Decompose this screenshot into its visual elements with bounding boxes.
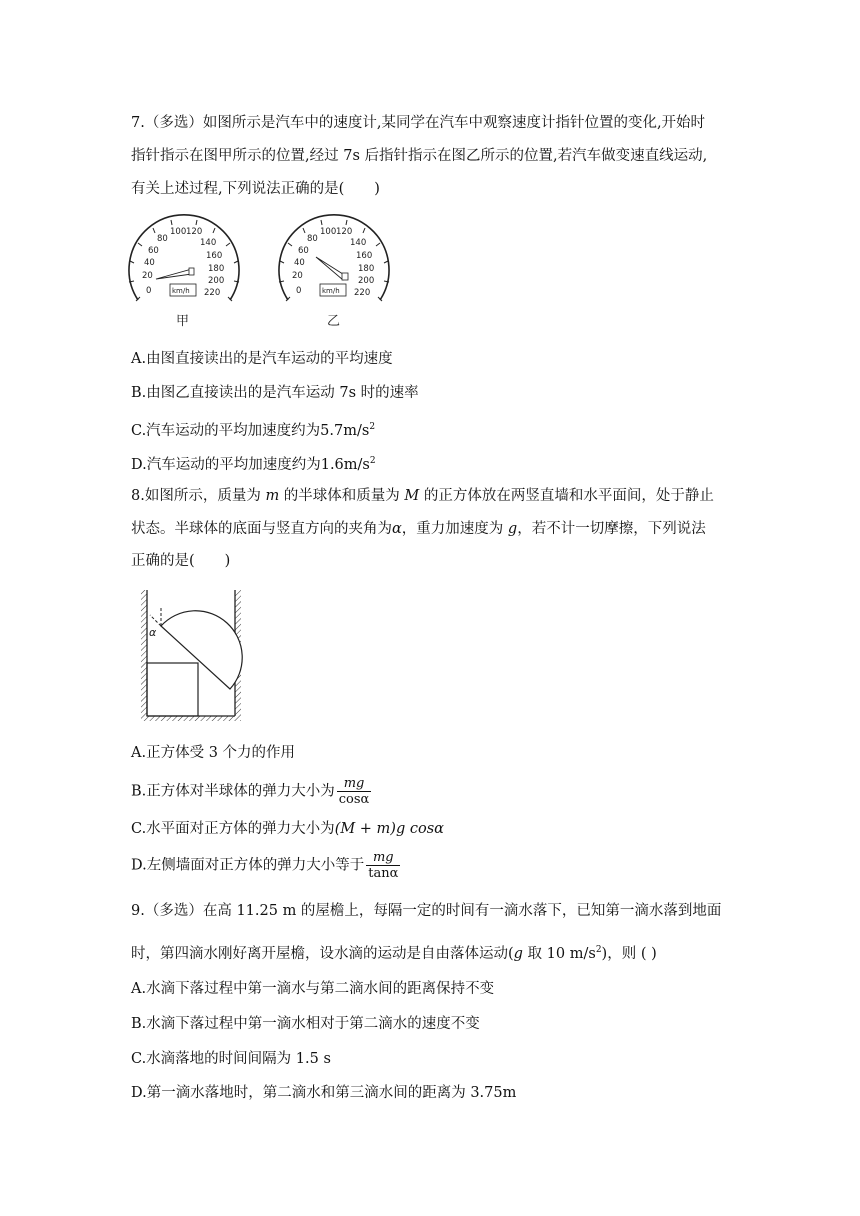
cube xyxy=(147,663,198,716)
q7-stem-line-2: 指针指示在图甲所示的位置,经过 7s 后指针指示在图乙所示的位置,若汽车做变速直线运动, xyxy=(131,148,708,164)
q7-option-c: C.汽车运动的平均加速度约为$5.7m/s^2$ xyxy=(131,422,376,439)
gauge-jia-tick-180: 180 xyxy=(208,264,225,274)
q8-stem-line-2: 状态。半球体的底面与竖直方向的夹角为α，重力加速度为 g，若不计一切摩擦，下列说法 xyxy=(131,521,706,537)
left-wall xyxy=(141,590,147,716)
speedometer-figure xyxy=(128,213,398,338)
gauge-yi xyxy=(279,215,389,301)
q7-option-a: A.由图直接读出的是汽车运动的平均速度 xyxy=(131,351,393,367)
gauge-jia-tick-20: 20 xyxy=(142,271,153,281)
gauge-jia-tick-40: 40 xyxy=(144,258,155,268)
q8-option-a: A.正方体受 3 个力的作用 xyxy=(131,745,296,761)
q9-option-a: A.水滴下落过程中第一滴水与第二滴水间的距离保持不变 xyxy=(131,981,495,997)
frac-mg-tan: $\frac{mg}{\tan\alpha}$ xyxy=(368,850,399,881)
gauge-jia-tick-200: 200 xyxy=(208,276,225,286)
q8-stem-line-1: 8.如图所示，质量为 m 的半球体和质量为 M 的正方体放在两竖直墙和水平面间，处于静止 xyxy=(131,488,714,504)
q9-stem-line-1: 9.（多选）在高 11.25 m 的屋檐上，每隔一定的时间有一滴水落下，已知第一滴水落到地面 xyxy=(131,903,722,919)
gauge-jia-unit: km/h xyxy=(172,287,190,295)
frac-mg-cos: $\frac{mg}{\cos\alpha}$ xyxy=(338,776,370,807)
gauge-jia-label: 甲 xyxy=(176,314,190,329)
gauge-yi-tick-180: 180 xyxy=(358,264,375,274)
gauge-yi-tick-120: 120 xyxy=(336,227,353,237)
gauge-yi-tick-20: 20 xyxy=(292,271,303,281)
gauge-jia-tick-120: 120 xyxy=(186,227,203,237)
gauge-jia-tick-60: 60 xyxy=(148,246,159,256)
gauge-jia-tick-100: 100 xyxy=(170,227,187,237)
angle-alpha-label: α xyxy=(149,626,157,639)
q9-stem-line-2: 时，第四滴水刚好离开屋檐，设水滴的运动是自由落体运动(g 取 10 $m/s^2$)，则 ( ) xyxy=(131,945,657,962)
gauge-yi-tick-220: 220 xyxy=(354,288,371,298)
floor xyxy=(141,716,241,721)
q9-option-d: D.第一滴水落地时，第二滴水和第三滴水间的距离为 3.75m xyxy=(131,1085,517,1101)
q7-option-d: D.汽车运动的平均加速度约为$1.6m/s^2$ xyxy=(131,456,376,473)
gauge-yi-unit: km/h xyxy=(322,287,340,295)
gauge-jia-tick-0: 0 xyxy=(146,286,152,296)
gauge-jia-needle xyxy=(156,269,192,279)
q9-option-c: C.水滴落地的时间间隔为 1.5 s xyxy=(131,1051,331,1067)
q7-stem-line-1: 7.（多选）如图所示是汽车中的速度计,某同学在汽车中观察速度计指针位置的变化,开始时 xyxy=(131,115,706,131)
gauge-jia-tick-80: 80 xyxy=(157,234,168,244)
gauge-yi-label: 乙 xyxy=(327,314,341,329)
q8-option-b: B.正方体对半球体的弹力大小为 $\frac{mg}{\cos\alpha}$ xyxy=(131,776,370,807)
q8-stem-line-3: 正确的是( ) xyxy=(131,553,231,569)
q8-option-c: C.水平面对正方体的弹力大小为(M + m)g cosα xyxy=(131,821,444,837)
q9-option-b: B.水滴下落过程中第一滴水相对于第二滴水的速度不变 xyxy=(131,1016,480,1032)
gauge-yi-needle xyxy=(316,257,346,280)
gauge-yi-tick-60: 60 xyxy=(298,246,309,256)
q7-stem-line-3: 有关上述过程,下列说法正确的是( ) xyxy=(131,181,380,197)
gauge-jia-tick-160: 160 xyxy=(206,251,223,261)
gauge-yi-tick-140: 140 xyxy=(350,238,367,248)
gauge-yi-tick-40: 40 xyxy=(294,258,305,268)
gauge-yi-tick-0: 0 xyxy=(296,286,302,296)
hemisphere xyxy=(161,611,242,689)
gauge-jia-tick-220: 220 xyxy=(204,288,221,298)
gauge-jia-tick-140: 140 xyxy=(200,238,217,248)
q8-option-d: D.左侧墙面对正方体的弹力大小等于 $\frac{mg}{\tan\alpha}$ xyxy=(131,850,399,881)
gauge-yi-tick-200: 200 xyxy=(358,276,375,286)
hemisphere-cube-figure xyxy=(126,586,244,722)
gauge-yi-tick-100: 100 xyxy=(320,227,337,237)
q7-option-b: B.由图乙直接读出的是汽车运动 7s 时的速率 xyxy=(131,385,419,401)
gauge-jia xyxy=(129,215,239,301)
gauge-yi-tick-80: 80 xyxy=(307,234,318,244)
gauge-yi-tick-160: 160 xyxy=(356,251,373,261)
